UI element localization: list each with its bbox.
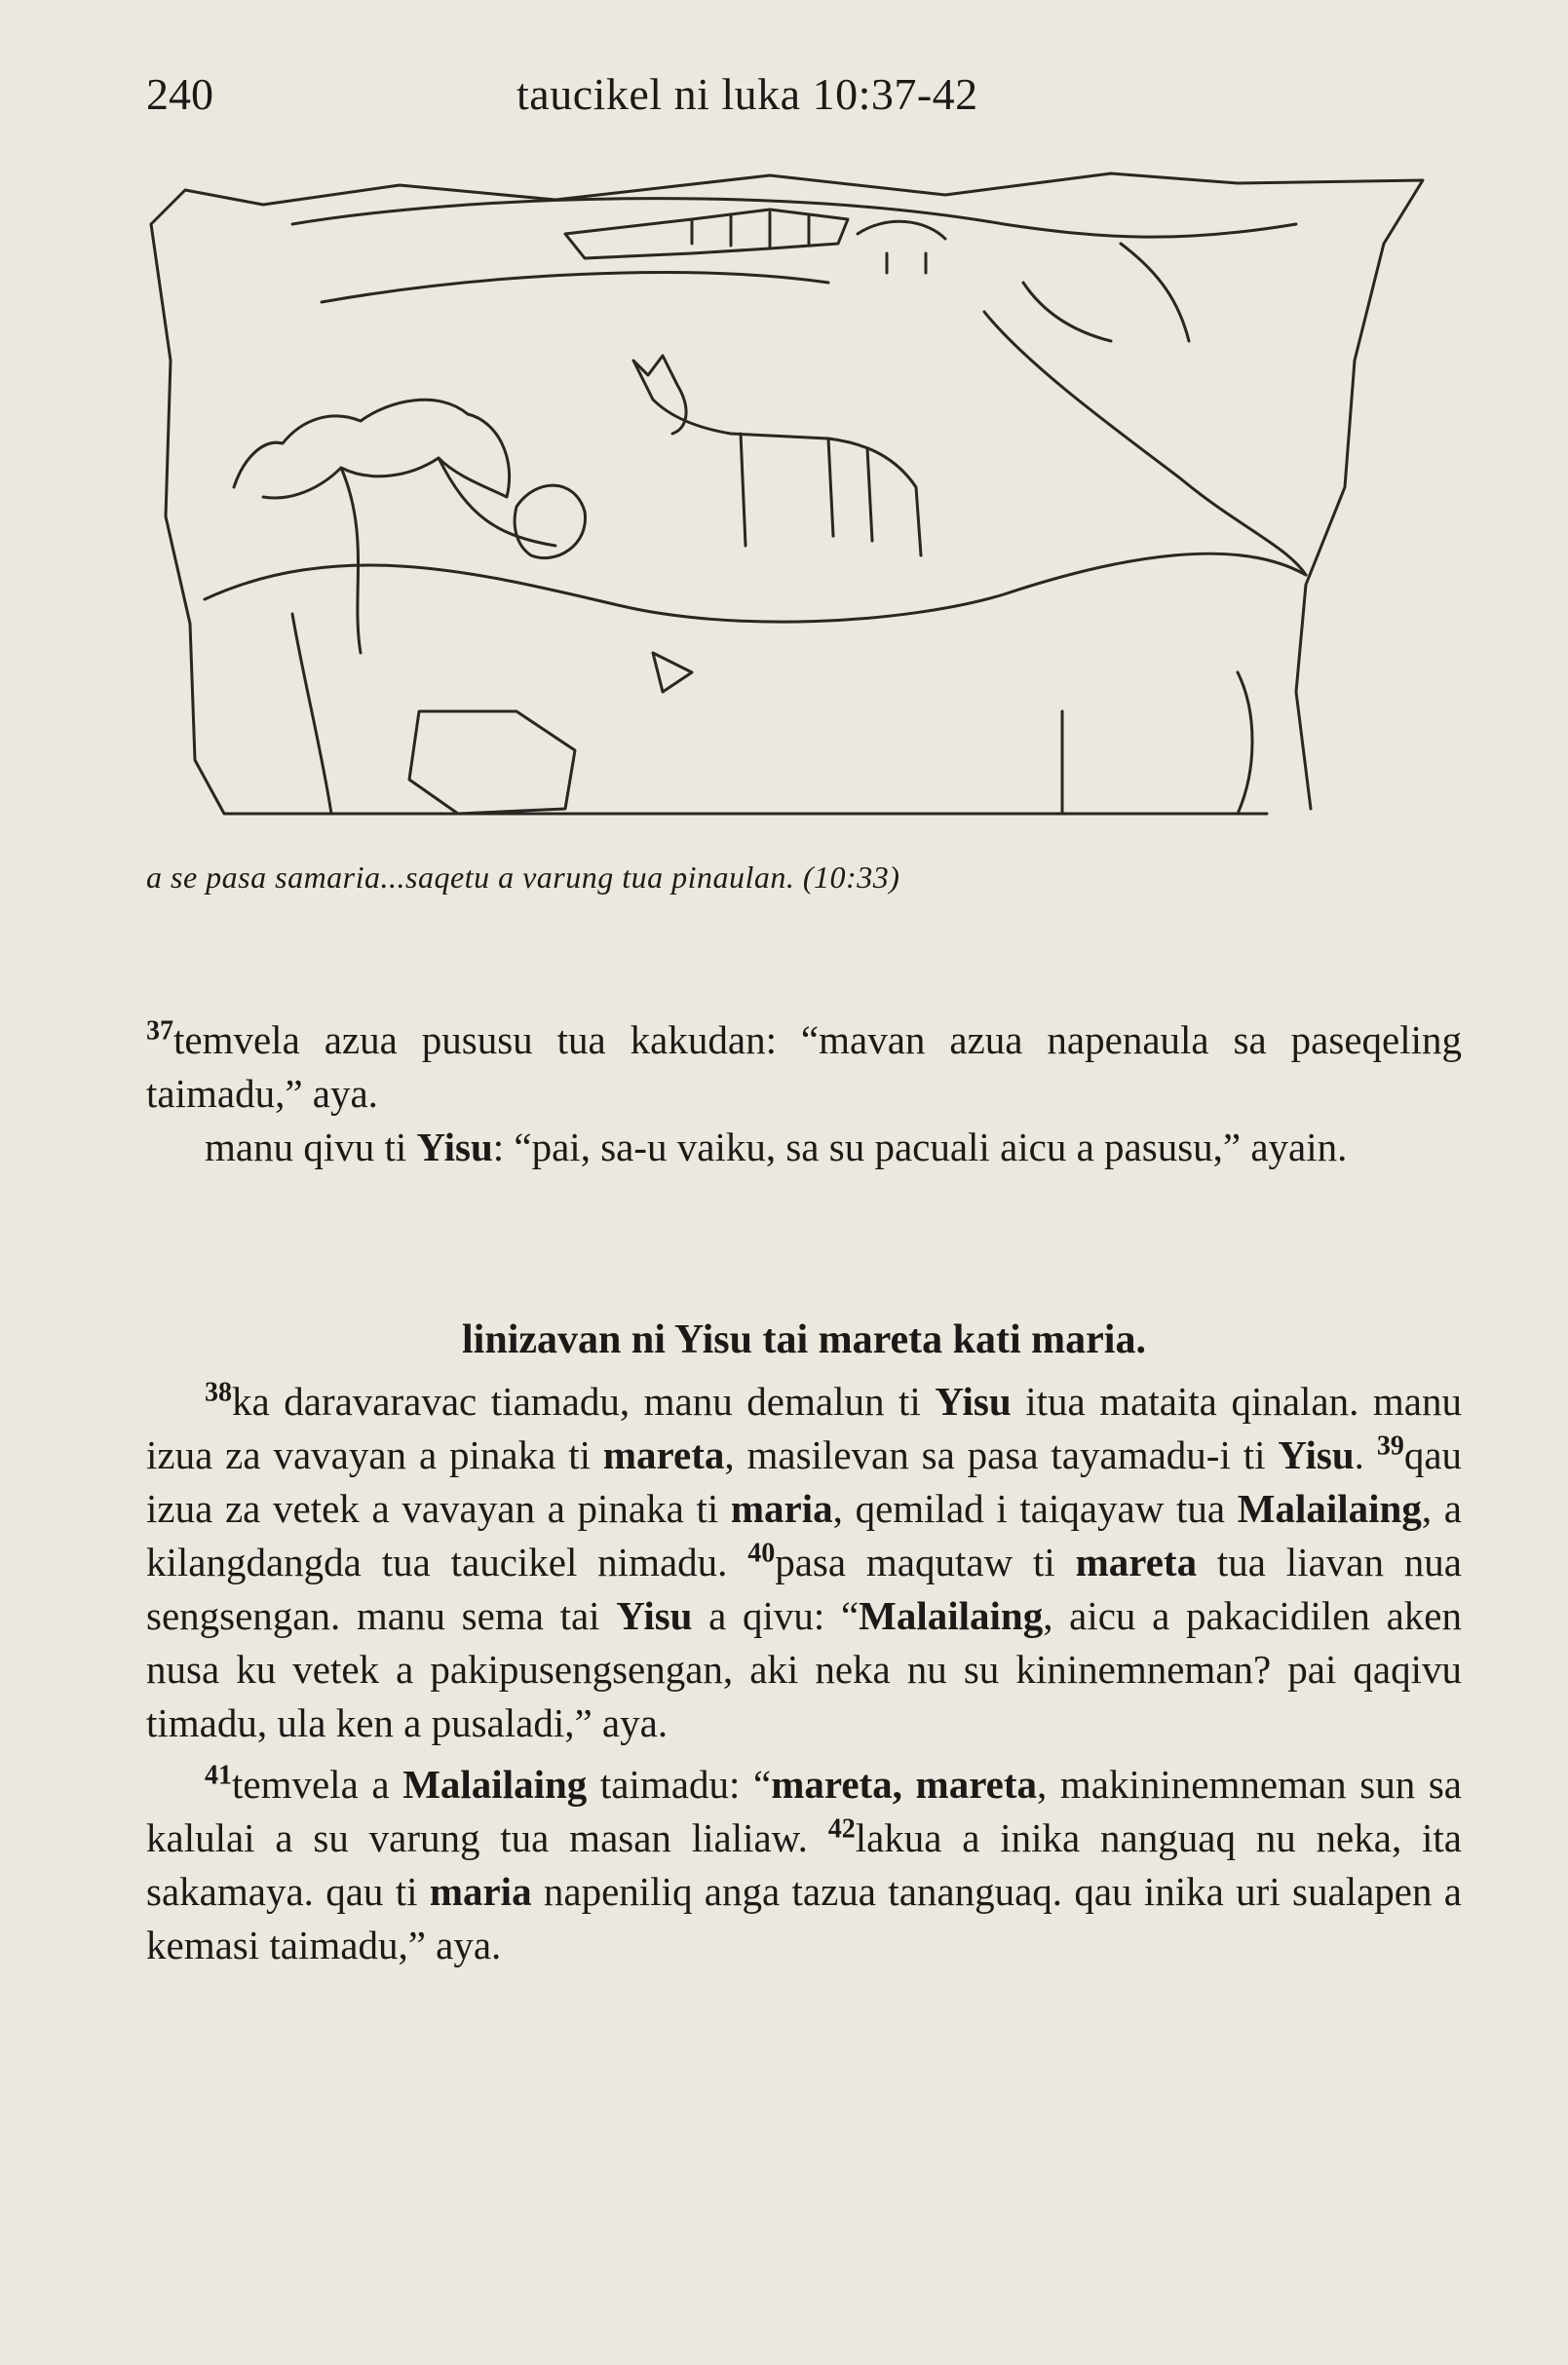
verse-text: pasa maqutaw ti	[775, 1540, 1076, 1584]
name-yisu: Yisu	[416, 1125, 493, 1169]
name-malailaing: Malailaing	[402, 1762, 588, 1807]
name-mareta: mareta	[1075, 1540, 1198, 1584]
name-yisu: Yisu	[935, 1379, 1012, 1424]
verse-text: , masilevan sa pasa tayamadu-i ti	[724, 1432, 1279, 1477]
running-head: taucikel ni luka 10:37-42	[516, 69, 978, 119]
verse-text: ka daravaravac tiamadu, manu demalun ti	[232, 1379, 936, 1424]
page-header	[146, 58, 1422, 127]
name-yisu: Yisu	[1278, 1432, 1355, 1477]
reply-paragraph	[146, 1121, 1462, 1174]
name-maria: maria	[429, 1869, 532, 1914]
verse-text: temvela azua pususu tua kakudan: “mavan azua napenaula sa paseqeling taimadu,” aya.	[146, 1017, 1462, 1116]
verse-text: : “pai, sa-u vaiku, sa su pacuali aicu a pasusu,” ayain.	[492, 1125, 1348, 1169]
verse-text: , aicu a pakacidilen aken nusa ku vetek a pakipusengsengan, aki neka nu su kininemneman? pai qaqivu timadu, ula ken a pusaladi,” aya.	[146, 1593, 1462, 1745]
verse-number: 37	[146, 1015, 173, 1047]
verse-number: 38	[205, 1377, 232, 1408]
name-maria: maria	[730, 1486, 833, 1531]
name-mareta: mareta	[602, 1432, 725, 1477]
verse-text: a qivu: “	[692, 1593, 860, 1638]
verse-number: 40	[747, 1538, 776, 1569]
name-mareta: mareta, mareta	[771, 1762, 1037, 1807]
illustration-caption: a se pasa samaria...saqetu a varung tua pinaulan. (10:33)	[146, 859, 900, 895]
verse-text: , qemilad i taiqayaw tua	[832, 1486, 1238, 1531]
verse-text: lakua a inika nanguaq nu neka, ita sakamaya. qau ti	[146, 1815, 1462, 1914]
verse-text: taimadu: “	[587, 1762, 772, 1807]
verses-38-40-paragraph	[146, 1375, 1462, 1750]
page-number: 240	[146, 69, 213, 119]
landscape-illustration-icon	[146, 166, 1462, 867]
verse-text: itua mataita qinalan. manu izua za vavayan a pinaka ti	[146, 1379, 1463, 1477]
section-heading: linizavan ni Yisu tai mareta kati maria.	[462, 1317, 1146, 1362]
verse-number: 41	[205, 1760, 232, 1791]
verse-text: , makininemneman sun sa kalulai a su varung tua masan lialiaw.	[146, 1762, 1462, 1860]
name-malailaing: Malailaing	[1237, 1486, 1422, 1531]
passage-top	[146, 1013, 1462, 1174]
verse-text: tua liavan nua sengsengan. manu sema tai	[146, 1540, 1462, 1638]
verse-text: temvela a	[232, 1762, 403, 1807]
verse-text: .	[1354, 1432, 1377, 1477]
verse-number: 42	[827, 1813, 856, 1845]
name-malailaing: Malailaing	[859, 1593, 1044, 1638]
verse-text: , a kilangdangda tua taucikel nimadu.	[146, 1486, 1462, 1584]
verse-text: manu qivu ti	[205, 1125, 417, 1169]
verse-number: 39	[1376, 1430, 1404, 1462]
verse-text: qau izua za vetek a vavayan a pinaka ti	[146, 1432, 1463, 1531]
verse-37-paragraph	[146, 1013, 1462, 1121]
verses-41-42-paragraph	[146, 1758, 1462, 1972]
verse-text: napeniliq anga tazua tananguaq. qau inika uri sualapen a kemasi taimadu,” aya.	[146, 1869, 1462, 1967]
section-mareta-maria	[146, 1296, 1462, 1972]
name-yisu: Yisu	[616, 1593, 693, 1638]
